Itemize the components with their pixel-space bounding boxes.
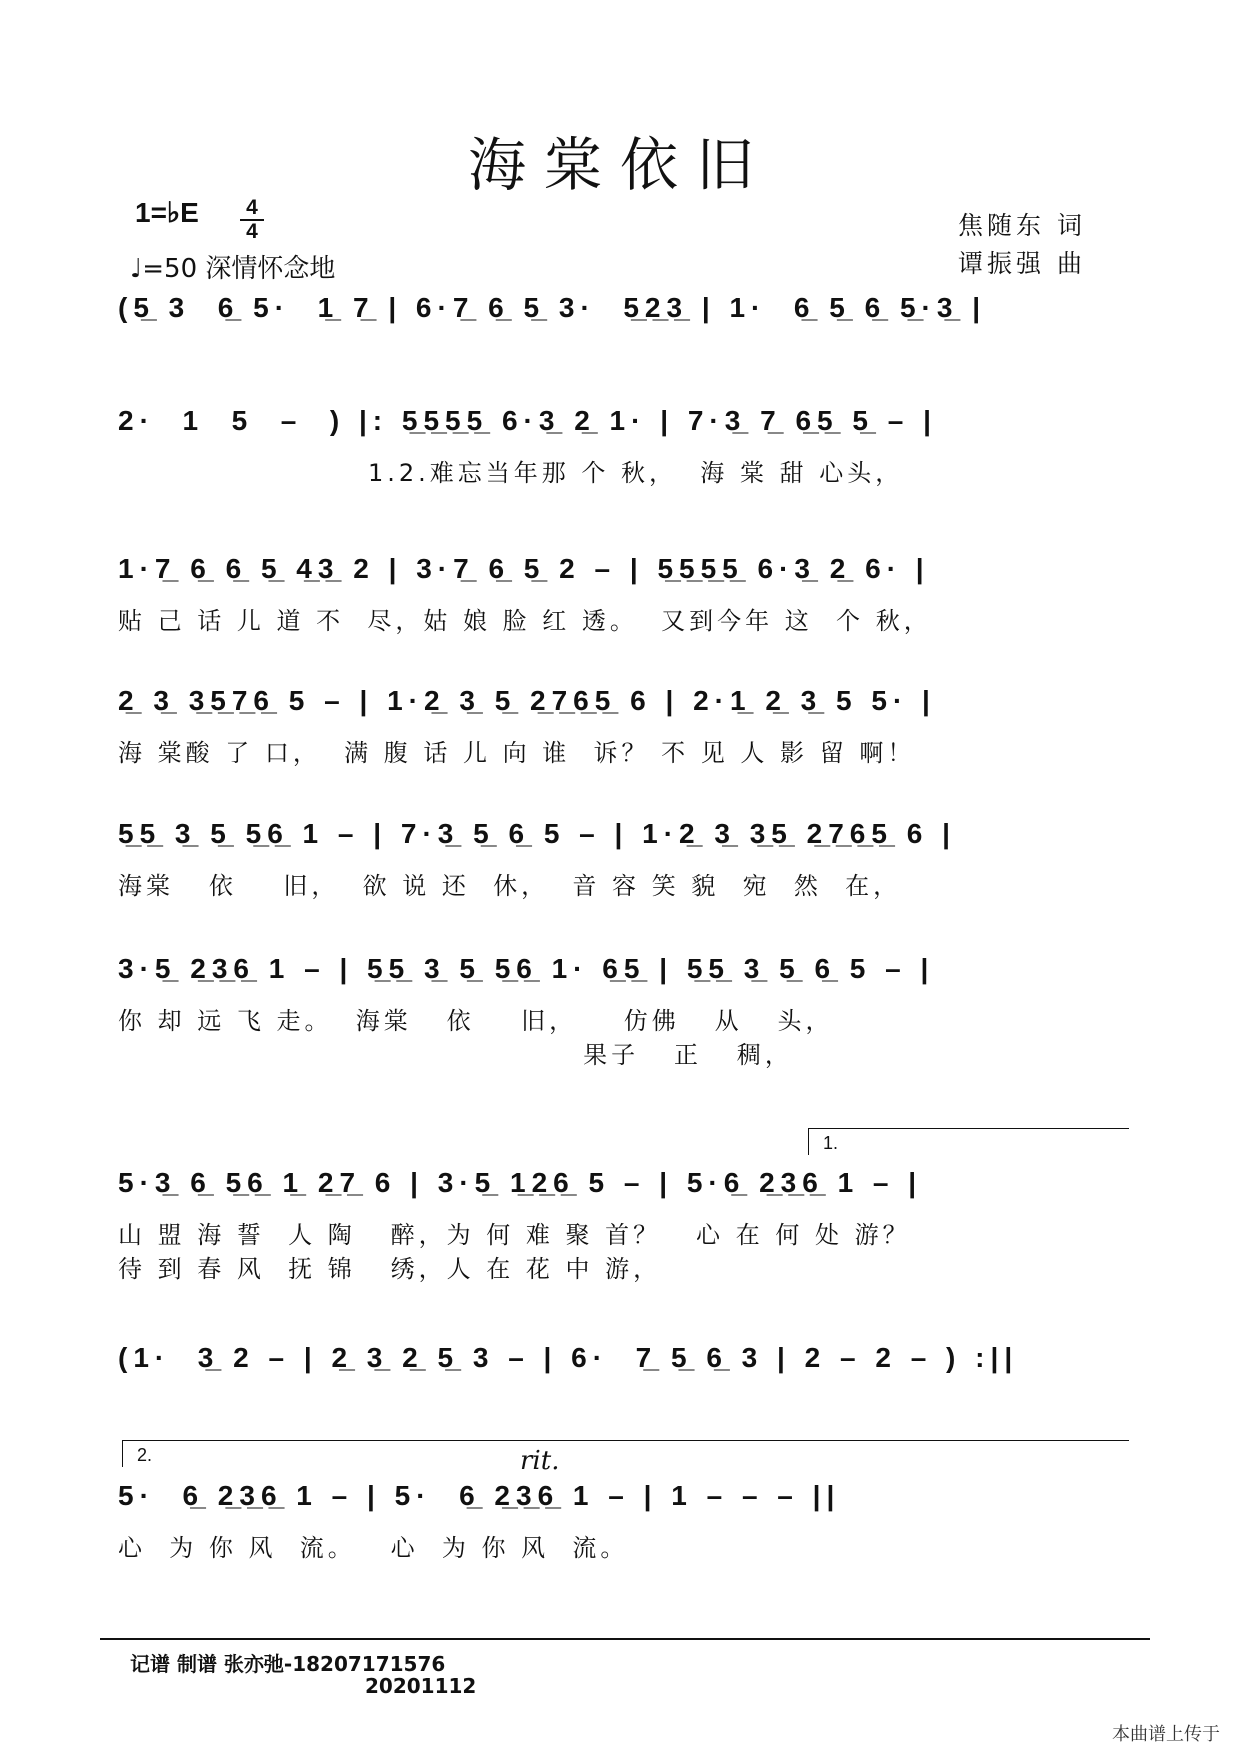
expression-text: 深情怀念地 xyxy=(205,254,336,284)
lyrics-row-7: 山 盟 海 誓 人 陶 醉，为 何 难 聚 首？ 心 在 何 处 游？ xyxy=(118,1221,911,1249)
notes-row-1: (5̲ 3 6̲ 5· 1̲ 7̲ | 6·7̲ 6̲ 5̲ 3· 5̲2̲3̲ | 1· 6̲ 5̲ 6̲ 5̲·3̲ | xyxy=(118,292,987,323)
notes-row-8: (1· 3̲ 2 – | 2̲ 3̲ 2̲ 5̲ 3 – | 6· 7̲ 5̲ 6̲ 3 | 2 – 2 – ) :|| xyxy=(118,1342,1019,1373)
footer-divider xyxy=(100,1638,1150,1640)
notes-row-2: 2· 1 5 – ) |: 5̲5̲5̲5̲ 6·3̲ 2̲ 1· | 7·3̲ 7̲ 6̲5̲ 5̲ – | xyxy=(118,405,937,436)
volta-1: 1. xyxy=(808,1128,1129,1155)
page-title: 海棠依旧 xyxy=(467,131,772,199)
score-row-9 xyxy=(118,1480,1128,1560)
lyrics-row-3: 贴 己 话 儿 道 不 尽，姑 娘 脸 红 透。 又到今年 这 个 秋， xyxy=(118,607,932,635)
score-row-1 xyxy=(118,292,1128,352)
lyrics-row-6-alt: 果子 正 稠， xyxy=(118,1041,793,1069)
score-row-8 xyxy=(118,1342,1128,1402)
notes-row-7: 5·3̲ 6̲ 5̲6̲ 1̲ 2̲7̲ 6 | 3·5̲ 1̲2̲6̲ 5 – | 5·6̲ 2̲3̲6̲ 1 – | xyxy=(118,1167,923,1198)
composer-credit: 谭振强 曲 xyxy=(958,249,1086,278)
notes-row-3: 1·7̲ 6̲ 6̲ 5̲ 4̲3̲ 2 | 3·7̲ 6̲ 5̲ 2 – | 5̲5̲5̲5̲ 6·3̲ 2̲ 6· | xyxy=(118,553,930,584)
lyrics-row-5: 海棠 依 旧， 欲 说 还 休， 音 容 笑 貌 宛 然 在， xyxy=(118,872,902,900)
time-signature-top: 4 xyxy=(246,196,258,219)
tempo-value: ♩=50 xyxy=(130,254,198,284)
lyrics-row-6: 你 却 远 飞 走。 海棠 依 旧， 仿佛 从 头， xyxy=(118,1007,834,1035)
time-signature-bottom: 4 xyxy=(246,220,258,243)
lyrics-row-4: 海 棠酸 了 口， 满 腹 话 儿 向 谁 诉？ 不 见 人 影 留 啊！ xyxy=(118,739,916,767)
footer-credit: 记谱 制谱 张亦弛-18207171576 xyxy=(130,1652,446,1676)
footer-date: 20201112 xyxy=(365,1674,477,1698)
score-row-7 xyxy=(118,1167,1128,1283)
score-row-6 xyxy=(118,953,1128,1069)
score-row-3 xyxy=(118,553,1128,633)
score-row-5 xyxy=(118,818,1128,898)
volta-2: 2. xyxy=(122,1440,1129,1467)
watermark: 本曲谱上传于 xyxy=(1112,1724,1220,1745)
notes-row-4: 2̲ 3̲ 3̲5̲7̲6̲ 5 – | 1·2̲ 3̲ 5̲ 2̲7̲6̲5̲ 6 | 2·1̲ 2̲ 3̲ 5 5· | xyxy=(118,685,936,716)
key-signature: 1=♭E xyxy=(135,197,199,228)
notes-row-9: 5· 6̲ 2̲3̲6̲ 1 – | 5· 6̲ 2̲3̲6̲ 1 – | 1 – – – || xyxy=(118,1480,841,1511)
lyrics-row-7-alt: 待 到 春 风 抚 锦 绣，人 在 花 中 游， xyxy=(118,1255,662,1283)
lyrics-row-9: 心 为 你 风 流。 心 为 你 风 流。 xyxy=(118,1534,629,1562)
score-row-4 xyxy=(118,685,1128,765)
lyrics-row-2: 1.2.难忘当年那 个 秋， 海 棠 甜 心头， xyxy=(368,459,904,487)
score-row-2 xyxy=(118,405,1128,485)
notes-row-5: 5̲5̲ 3̲ 5̲ 5̲6̲ 1 – | 7·3̲ 5̲ 6̲ 5 – | 1·2̲ 3̲ 3̲5̲ 2̲7̲6̲5̲ 6 | xyxy=(118,818,956,849)
tempo-marking xyxy=(130,248,335,285)
time-signature xyxy=(240,198,264,242)
notes-row-6: 3·5̲ 2̲3̲6̲ 1 – | 5̲5̲ 3̲ 5̲ 5̲6̲ 1· 6̲5̲ | 5̲5̲ 3̲ 5̲ 6̲ 5 – | xyxy=(118,953,935,984)
ritardando-mark: rit. xyxy=(520,1446,560,1476)
lyricist-credit: 焦随东 词 xyxy=(958,211,1086,240)
